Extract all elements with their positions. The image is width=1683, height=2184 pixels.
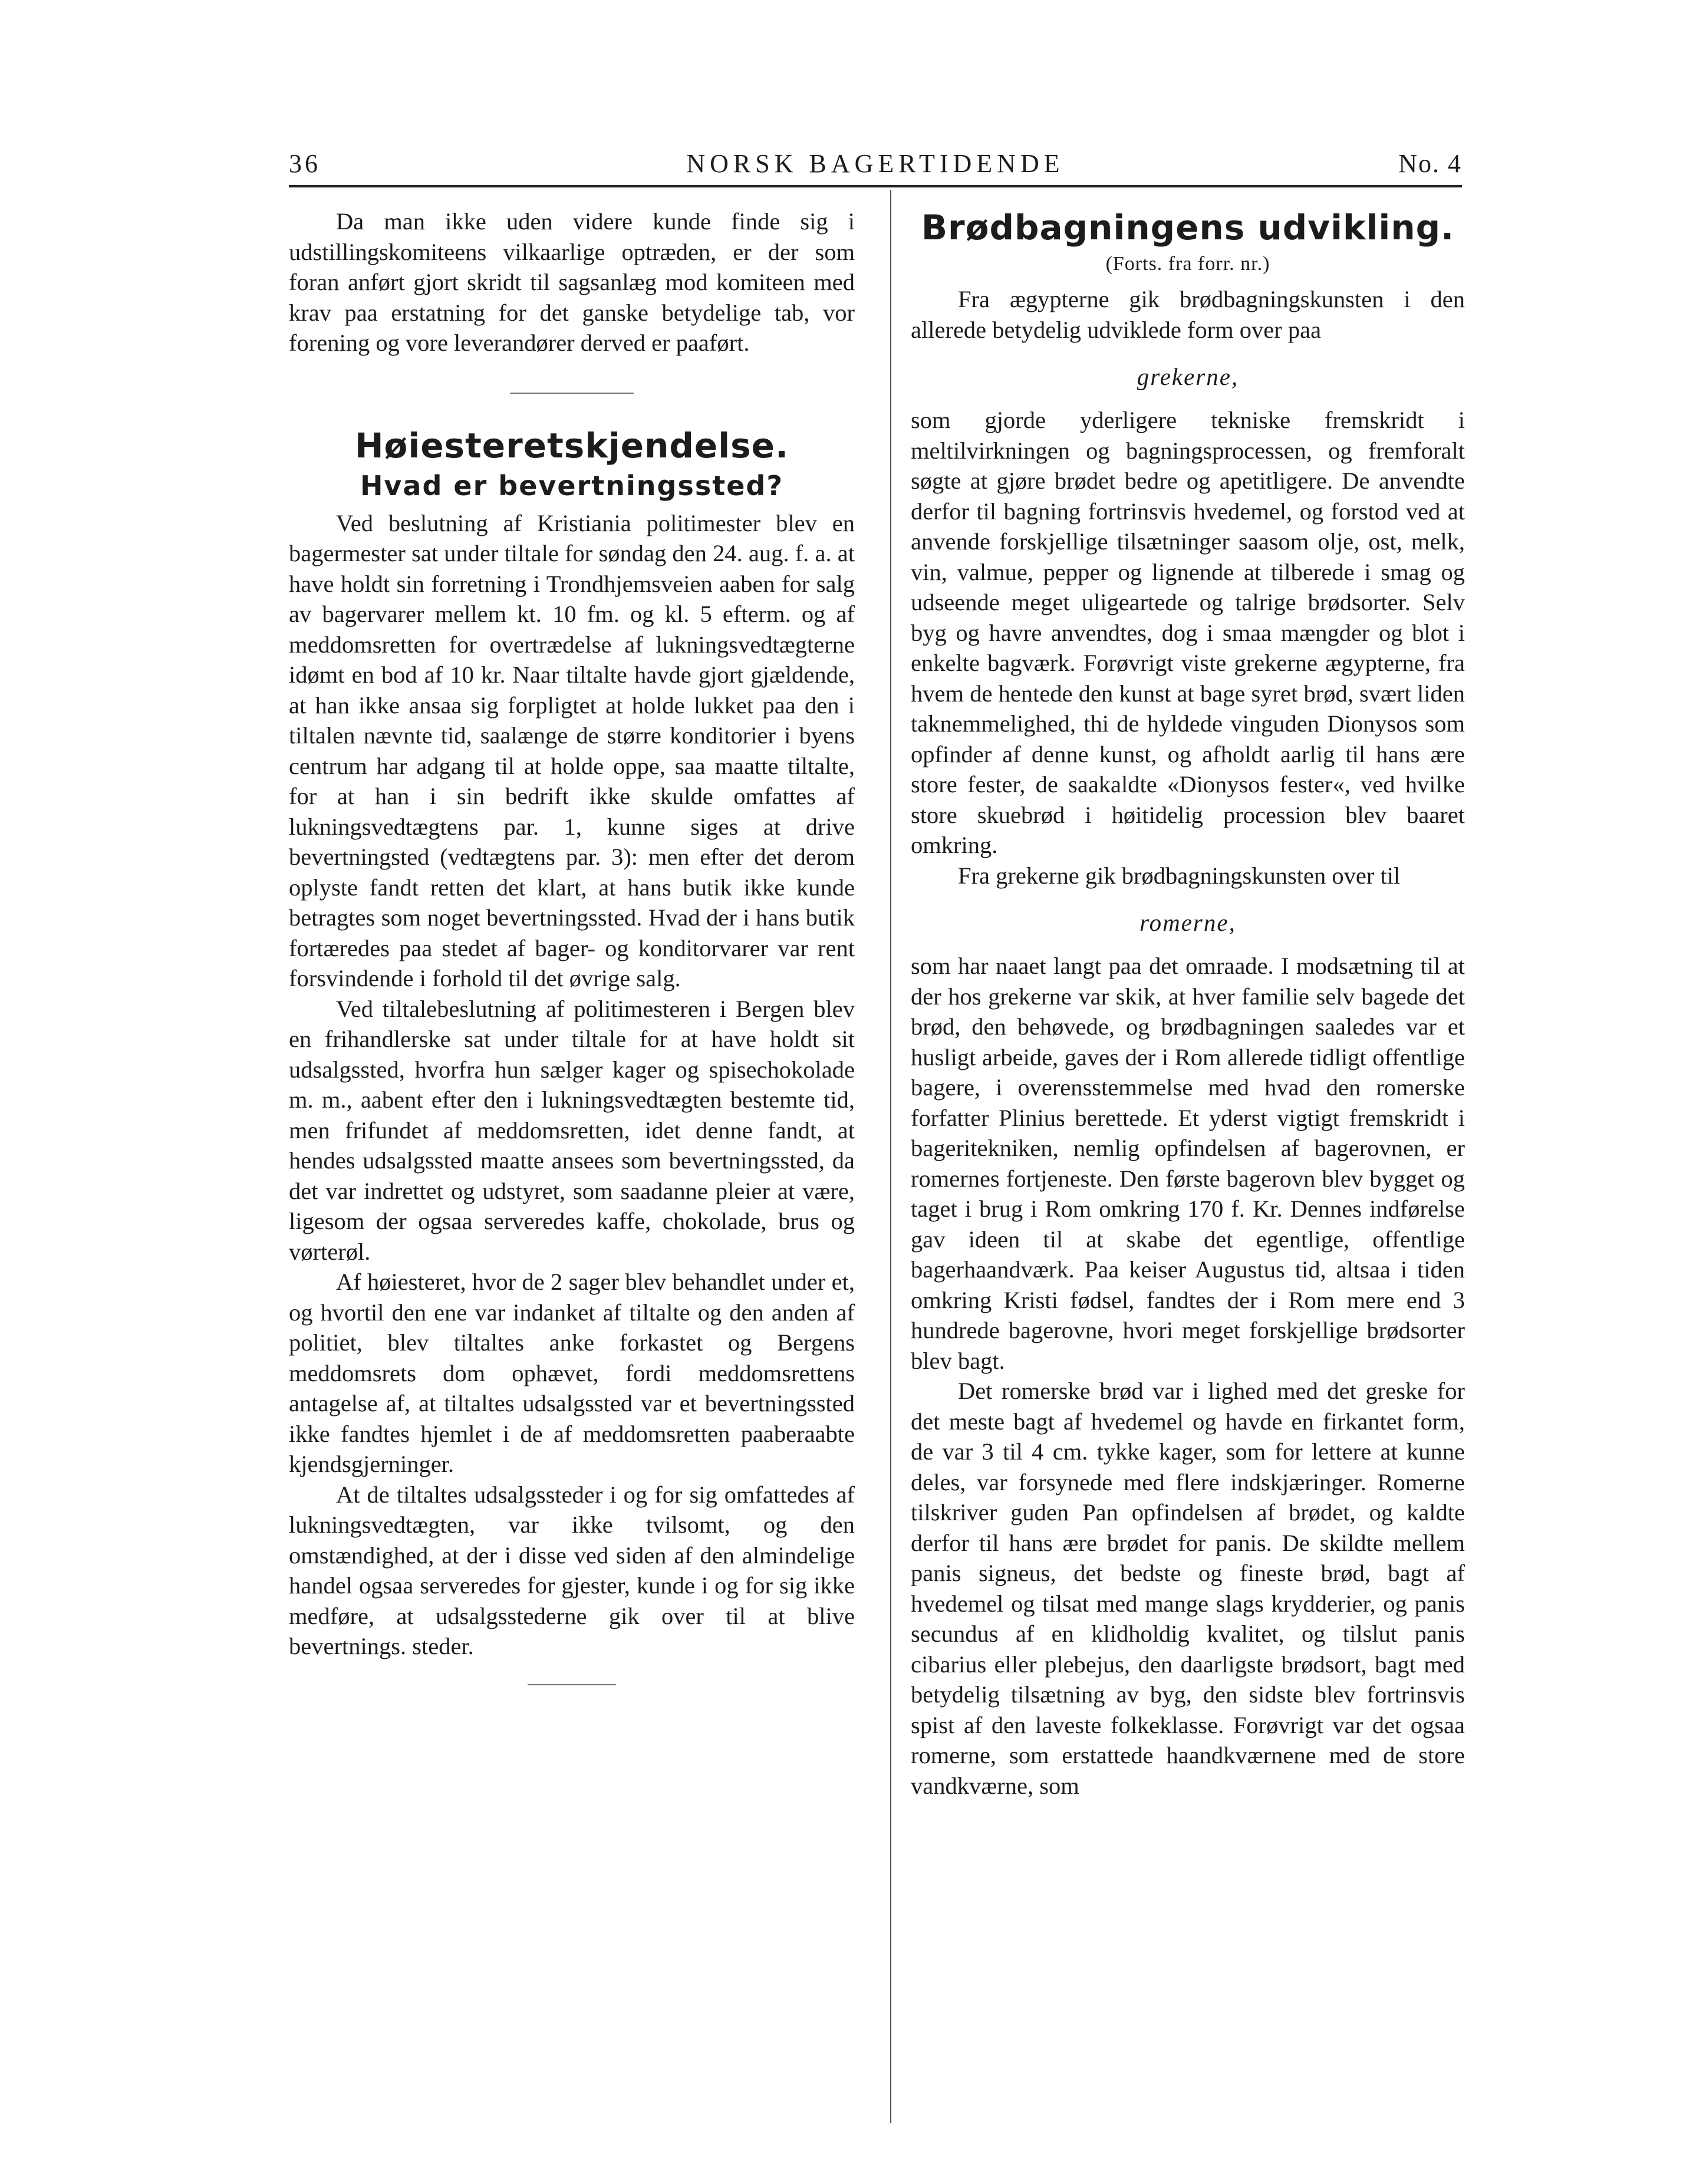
article-paragraph: Det romerske brød var i lighed med det greske for det meste bagt af hvedemel og havde en firkantet form, de var 3 til 4 cm. tykke kager, som for lettere at kunne deles, var forsynede med flere indskjæringer. Romerne tilskriver guden Pan opfindelsen af brødet, og kaldte derfor til hans ære brødet for panis. De skildte mellem panis signeus, det bedste og fineste brød, bagt af hvedemel og tilsat med mange slags krydderier, og panis secundus af en klidholdig kvalitet, og tilslut panis cibarius eller plebejus, den daarligste brødsort, bagt med betydelig tilsætning av byg, den sidste blev fortrinsvis spist af den laveste folkeklasse. Forøvrigt var det ogsaa romerne, som erstattede haandkværnene med de store vandkværne, som bbox=[911, 1378, 1465, 1799]
article-paragraph: Ved tiltalebeslutning af politimesteren i Bergen blev en frihandlerske sat under tiltale for at have holdt sit udsalgssted, hvorfra hun sælger kager og spisechokolade m. m., aabent efter den i lukningsvedtægten bestemte tid, men frifundet af meddomsretten, idet denne fandt, at hendes udsalgssted maatte ansees som bevertningssted, da det var indrettet og udstyret, som saadanne pleier at være, ligesom der ogsaa serveredes kaffe, chokolade, brus og vørterøl. bbox=[289, 995, 855, 1265]
publication-title: NORSK BAGERTIDENDE bbox=[686, 149, 1065, 178]
article-subheading: Hvad er bevertningssted? bbox=[360, 469, 784, 502]
intro-paragraph: Da man ikke uden videre kunde finde sig i udstillingskomiteens vilkaarlige optræden, er der som foran anført gjort skridt til sagsanlæg mod komiteen med krav paa erstatning for det ganske betydelige tab, vor forening og vore leverandører derved er paaført. bbox=[289, 208, 855, 356]
page-number: 36 bbox=[289, 149, 321, 178]
column-divider bbox=[890, 190, 891, 2123]
article-paragraph: som gjorde yderligere tekniske fremskridt i meltilvirkningen og bagningsprocessen, og fremforalt søgte at gjøre brødet bedre og apetitligere. De anvendte derfor til bagning fortrinsvis hvedemel, og forstod ved at anvende forskjellige tilsætninger saasom olje, ost, melk, vin, valmue, pepper og lignende at tilberede i smag og udseende meget uligeartede og talrige brødsorter. Selv byg og havre anvendtes, dog i smaa mængder og blot i enkelte bagværk. Forøvrigt viste grekerne ægypterne, fra hvem de hentede den kunst at bage syret brød, svært liden taknemmelighed, thi de hyldede vinguden Dionysos som opfinder af denne kunst, og afholdt aarlig til hans ære store fester, de saakaldte «Dionysos fester«, ved hvilke store skuebrød i høitidelig procession blev baaret omkring. bbox=[911, 407, 1465, 858]
left-column bbox=[289, 206, 855, 1685]
article-heading-brodbagningens-udvikling: Brødbagningens udvikling. bbox=[921, 207, 1455, 248]
continuation-note: (Forts. fra forr. nr.) bbox=[1105, 253, 1270, 275]
article-paragraph: Af høiesteret, hvor de 2 sager blev behandlet under et, og hvortil den ene var indanket af tiltalte og den anden af politiet, blev tiltaltes anke forkastet og Bergens meddomsrets dom ophævet, fordi meddomsrettens antagelse af, at tiltaltes udsalgssted var et bevertningssted ikke fandtes hjemlet i de af meddomsretten paaberaabte kjendsgjerninger. bbox=[289, 1269, 855, 1477]
section-subhead-grekerne: grekerne, bbox=[1137, 363, 1239, 390]
article-paragraph: Fra grekerne gik brødbagningskunsten over til bbox=[958, 862, 1401, 889]
article-heading-hoiesteretskjendelse: Høiesteretskjendelse. bbox=[354, 425, 789, 466]
section-separator bbox=[510, 393, 634, 394]
page-header bbox=[289, 146, 1462, 189]
right-column bbox=[911, 206, 1465, 1801]
issue-number: No. 4 bbox=[1398, 149, 1462, 178]
section-subhead-romerne: romerne, bbox=[1139, 909, 1236, 936]
header-rule bbox=[289, 185, 1462, 187]
end-separator bbox=[528, 1684, 616, 1685]
article-paragraph: Ved beslutning af Kristiania politimester blev en bagermester sat under tiltale for søndag den 24. aug. f. a. at have holdt sin forretning i Trondhjemsveien aaben for salg av bagervarer mellem kt. 10 fm. og kl. 5 efterm. og af meddomsretten for overtrædelse af lukningsvedtægterne idømt en bod af 10 kr. Naar tiltalte havde gjort gjældende, at han ikke ansaa sig forpligtet at holde lukket paa den i tiltalen nævnte tid, saalænge de større konditorier i byens centrum har adgang til at holde oppe, saa maatte tiltalte, for at han i sin bedrift ikke skulde omfattes af lukningsvedtægtens par. 1, kunne siges at drive bevertningsted (vedtægtens par. 3): men efter det derom oplyste fandt retten det klart, at hans butik ikke kunde betragtes som noget bevertningssted. Hvad der i hans butik fortæredes paa stedet af bager- og konditorvarer var rent forsvindende i forhold til det øvrige salg. bbox=[289, 509, 855, 991]
article-paragraph: som har naaet langt paa det omraade. I modsætning til at der hos grekerne var skik, at hver familie selv bagede det brød, den behøvede, og brødbagningen saaledes var et husligt arbeide, gaves der i Rom allerede tidligt offentlige bagere, i overensstemmelse med hvad den romerske forfatter Plinius berettede. Et yderst vigtigt fremskridt i bageritekniken, nemlig opfindelsen af bagerovnen, er romernes fortjeneste. Den første bagerovn blev bygget og taget i brug i Rom omkring 170 f. Kr. Dennes indførelse gav ideen til at skabe det egentlige, offentlige bagerhaandværk. Paa keiser Augustus tid, altsaa i tiden omkring Kristi fødsel, fandtes der i Rom mere end 3 hundrede bagerovne, hvori meget forskjellige brødsorter blev bagt. bbox=[911, 953, 1465, 1374]
article-paragraph: Fra ægypterne gik brødbagningskunsten i den allerede betydelig udviklede form over paa bbox=[911, 286, 1465, 343]
article-paragraph: At de tiltaltes udsalgssteder i og for sig omfattedes af lukningsvedtægten, var ikke tvilsomt, og den omstændighed, at der i disse ved siden af den almindelige handel ogsaa serveredes for gjester, kunde i og for sig ikke medføre, at udsalgsstederne gik over til at blive bevertnings. steder. bbox=[289, 1481, 855, 1659]
